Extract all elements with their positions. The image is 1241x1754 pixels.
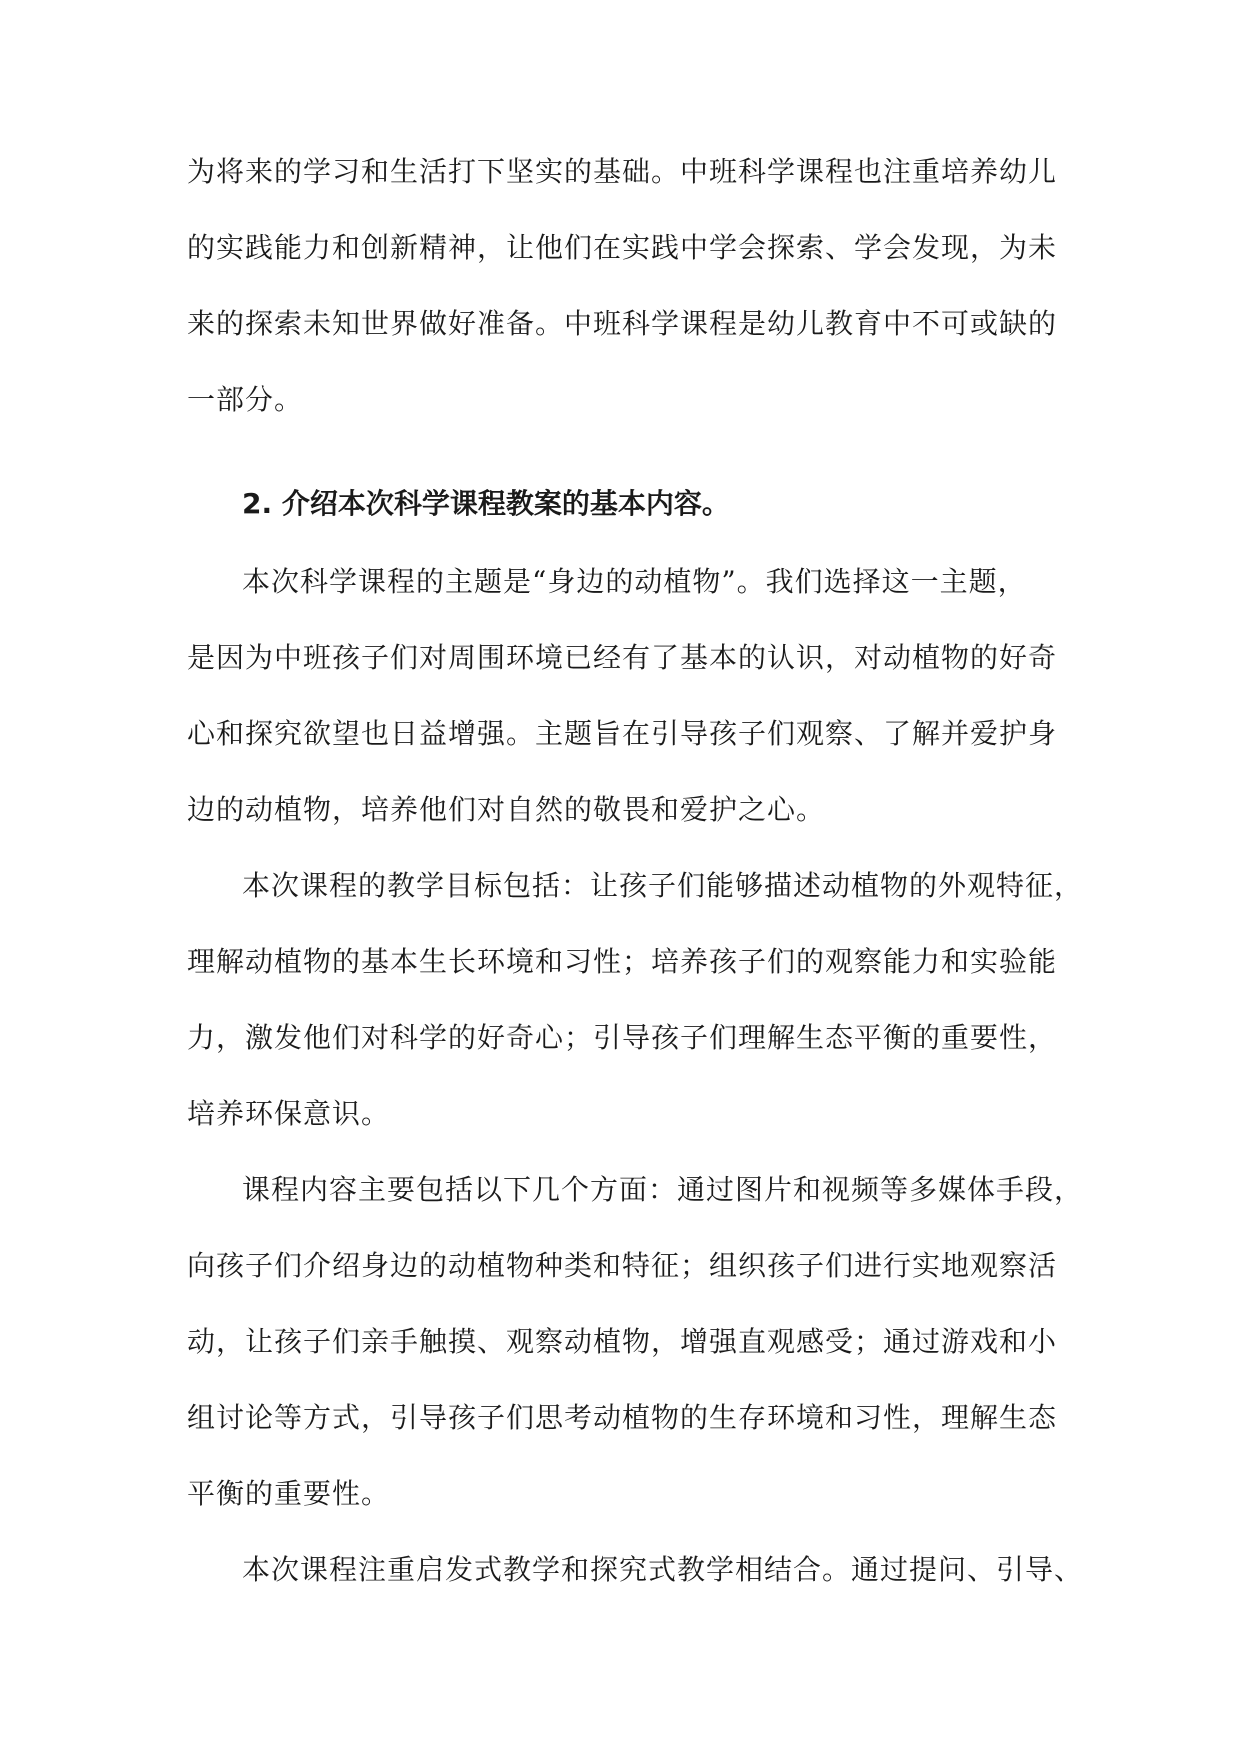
paragraph-line: 边的动植物，培养他们对自然的敬畏和爱护之心。 [187, 793, 826, 826]
paragraph-line: 组讨论等方式，引导孩子们思考动植物的生存环境和习性，理解生态 [187, 1401, 1058, 1434]
paragraph-line: 本次课程注重启发式教学和探究式教学相结合。通过提问、引导、 [242, 1553, 1084, 1586]
paragraph-line: 本次课程的教学目标包括：让孩子们能够描述动植物的外观特征， [242, 869, 1084, 902]
paragraph-line: 一部分。 [187, 383, 304, 416]
paragraph-line: 本次科学课程的主题是“身边的动植物”。我们选择这一主题， [242, 565, 1027, 598]
paragraph-line: 是因为中班孩子们对周围环境已经有了基本的认识，对动植物的好奇 [187, 641, 1058, 674]
paragraph-line: 的实践能力和创新精神，让他们在实践中学会探索、学会发现，为未 [187, 231, 1058, 264]
paragraph-line: 来的探索未知世界做好准备。中班科学课程是幼儿教育中不可或缺的 [187, 307, 1058, 340]
paragraph-line: 力，激发他们对科学的好奇心；引导孩子们理解生态平衡的重要性， [187, 1021, 1058, 1054]
section-heading: 2. 介绍本次科学课程教案的基本内容。 [242, 487, 730, 520]
paragraph-line: 向孩子们介绍身边的动植物种类和特征；组织孩子们进行实地观察活 [187, 1249, 1058, 1282]
paragraph-line: 平衡的重要性。 [187, 1477, 391, 1510]
paragraph-line: 为将来的学习和生活打下坚实的基础。中班科学课程也注重培养幼儿 [187, 155, 1058, 188]
paragraph-line: 培养环保意识。 [187, 1097, 391, 1130]
paragraph-line: 课程内容主要包括以下几个方面：通过图片和视频等多媒体手段， [242, 1173, 1084, 1206]
paragraph-line: 理解动植物的基本生长环境和习性；培养孩子们的观察能力和实验能 [187, 945, 1058, 978]
paragraph-line: 动，让孩子们亲手触摸、观察动植物，增强直观感受；通过游戏和小 [187, 1325, 1058, 1358]
paragraph-line: 心和探究欲望也日益增强。主题旨在引导孩子们观察、了解并爱护身 [187, 717, 1058, 750]
